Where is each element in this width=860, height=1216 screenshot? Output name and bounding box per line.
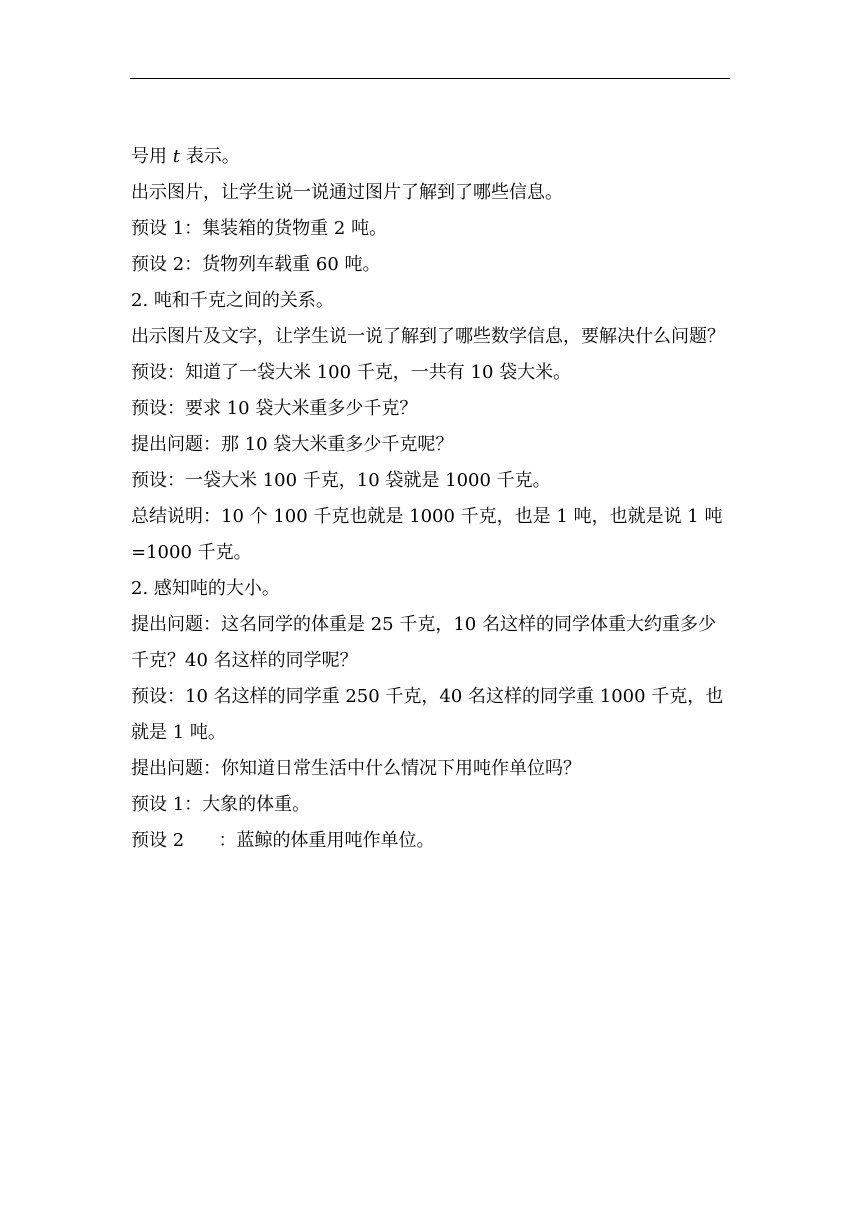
paragraph-ask-question-daily-life: 提出问题：你知道日常生活中什么情况下用吨作单位吗？ [131, 758, 581, 779]
header-rule [130, 78, 730, 79]
section-heading-ton-kg-relation: 2. 吨和千克之间的关系。 [131, 290, 334, 311]
paragraph-preset-rice-bags: 预设：知道了一袋大米 100 千克，一共有 10 袋大米。 [131, 362, 572, 383]
paragraph-show-picture-text: 出示图片及文字，让学生说一说了解到了哪些数学信息，要解决什么问题？ [131, 326, 725, 347]
paragraph-summary: 总结说明：10 个 100 千克也就是 1000 千克，也是 1 吨，也就是说 1 吨=1000 千克。 [131, 506, 723, 563]
document-body [131, 139, 731, 859]
paragraph-preset-answer-students: 预设：10 名这样的同学重 250 千克，40 名这样的同学重 1000 千克，也就是 1 吨。 [131, 686, 724, 743]
paragraph-ask-question-students: 提出问题：这名同学的体重是 25 千克，10 名这样的同学体重大约重多少千克？40 名这样的同学呢？ [131, 614, 716, 671]
paragraph-preset-1-elephant: 预设 1：大象的体重。 [131, 794, 311, 815]
variable-t: t [172, 146, 180, 167]
paragraph-show-picture: 出示图片，让学生说一说通过图片了解到了哪些信息。 [131, 182, 563, 203]
paragraph-preset-question: 预设：要求 10 袋大米重多少千克？ [131, 398, 418, 419]
paragraph-ask-question-rice: 提出问题：那 10 袋大米重多少千克呢？ [131, 434, 454, 455]
paragraph-preset-answer-rice: 预设：一袋大米 100 千克，10 袋就是 1000 千克。 [131, 470, 551, 491]
section-heading-ton-size: 2. 感知吨的大小。 [131, 578, 280, 599]
paragraph-preset-1-container: 预设 1：集装箱的货物重 2 吨。 [131, 218, 388, 239]
paragraph-time-unit-symbol: 号用 t 表示。 [131, 146, 240, 167]
paragraph-preset-2-train: 预设 2：货物列车载重 60 吨。 [131, 254, 381, 275]
paragraph-preset-2-whale: 预设 2 ：蓝鲸的体重用吨作单位。 [131, 830, 435, 851]
